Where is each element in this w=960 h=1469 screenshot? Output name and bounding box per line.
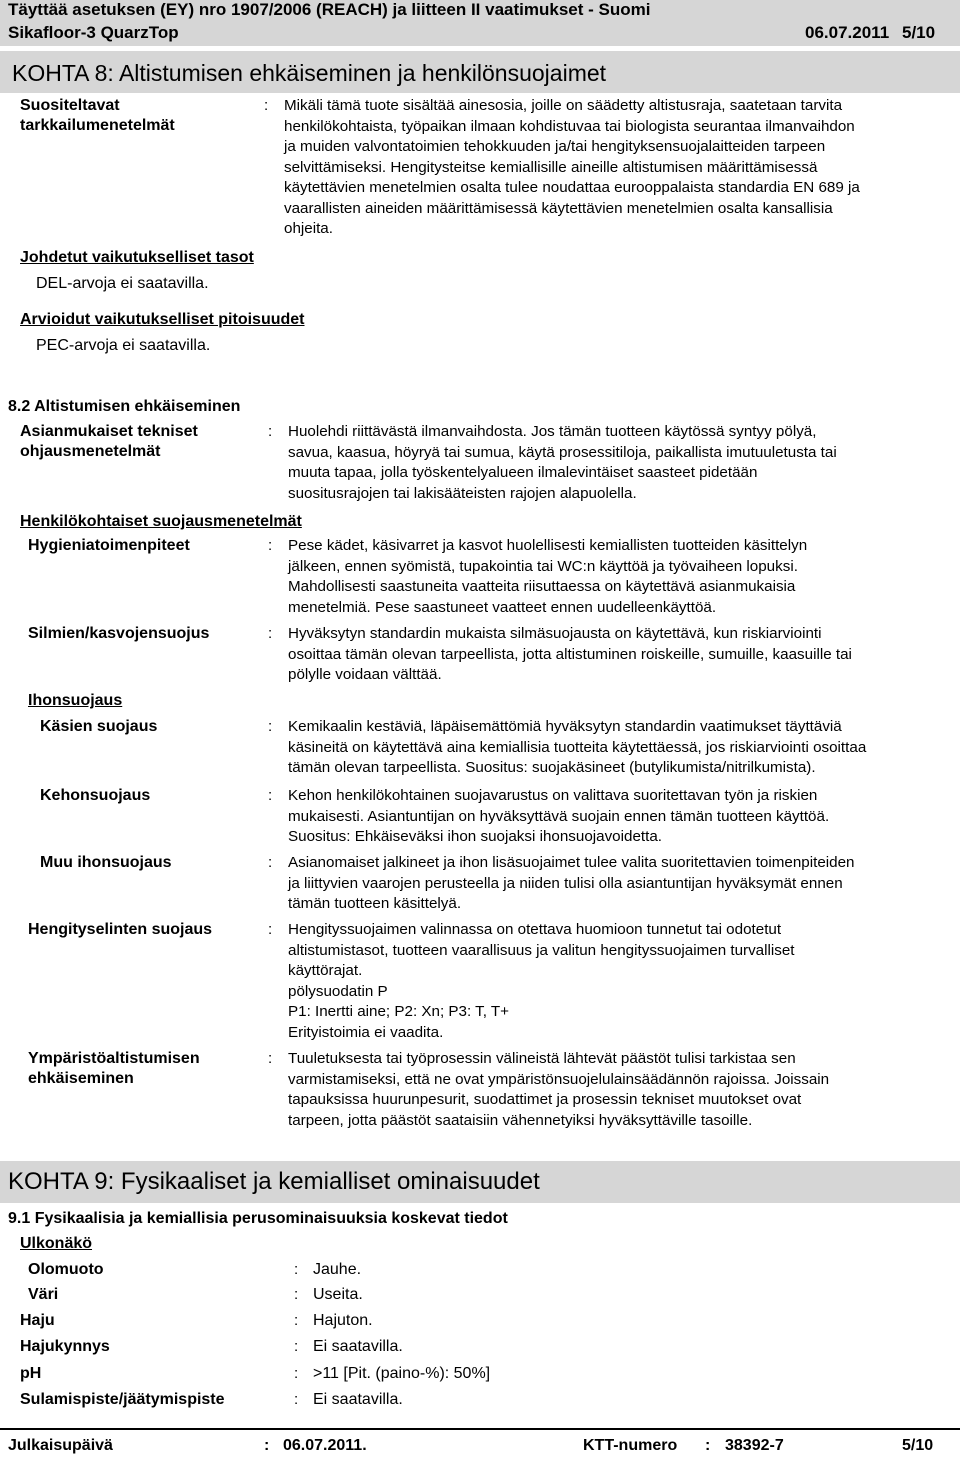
colon: : [294,1312,299,1329]
eye-protection-label: Silmien/kasvojensuojus [28,625,210,642]
pnec-value: PEC-arvoja ei saatavilla. [36,337,211,354]
body-protection-text [288,786,960,848]
text-line: savua, kaasua, höyryä tai sumua, käytä prosessitiloja, paikallista imutuuletusta tai [288,443,837,461]
colon: : [264,1437,270,1454]
property-value: >11 [Pit. (paino-%): 50%] [313,1365,491,1382]
colon: : [268,625,273,642]
text-line: pölysuodatin P [288,982,388,1000]
colon: : [268,787,273,804]
text-line: Hengityssuojaimen valinnassa on otettava huomioon tunnetut tai odotetut [288,921,782,938]
text-line: Hyväksytyn standardin mukaista silmäsuojausta on käytettävä, kun riskiarviointi [288,625,822,642]
property-value: Jauhe. [313,1261,362,1278]
colon: : [705,1437,711,1454]
colon: : [264,97,269,114]
colon: : [268,1050,273,1067]
colon: : [294,1365,299,1382]
text-line: Kemikaalin kestäviä, läpäisemättömiä hyväksytyn standardin vaatimukset täyttäviä [288,718,842,735]
section8-2-title: 8.2 Altistumisen ehkäiseminen [8,398,241,415]
personal-protection-title: Henkilökohtaiset suojausmenetelmät [20,513,302,530]
appearance-title: Ulkonäkö [20,1235,93,1252]
text-line: henkilökohtaista, työpaikan ilmaan kohdistuvaa tai biologista seurantaa ilmanvaihdon [284,117,855,135]
publication-date-label: Julkaisupäivä [8,1437,113,1454]
text-line: Mahdollisesti saastuneita vaatteita riisuttaessa on käytettävä asianmukaisia [288,578,796,595]
colon: : [268,423,273,440]
property-label: pH [20,1365,42,1382]
text-line: Mikäli tämä tuote sisältää ainesosia, joille on säädetty altistusraja, saatetaan tarvita [284,97,843,114]
text-line: pölylle voidaan välttää. [288,666,442,683]
colon: : [294,1391,299,1408]
regulation-title: Täyttää asetuksen (EY) nro 1907/2006 (REACH) ja liitteen II vaatimukset - Suomi [8,0,651,19]
text-line: tämän olevan tarpeellista. Suositus: suojakäsineet (butylikumista/nitrilkumista). [288,759,816,776]
section8-title-bar [0,51,960,93]
text-line: jälkeen, ennen syömistä, tupakointia tai WC:n käyttöä ja työvaiheen lopuksi. [288,557,798,575]
text-line: suositusrajojen tai lakisääteisten rajojen alapuolella. [288,484,637,502]
text-line: Tuuletuksesta tai työprosessin välineistä lähtevät päästöt tulisi tarkistaa sen [288,1050,796,1067]
text-line: Huolehdi riittävästä ilmanvaihdosta. Jos tämän tuotteen käytössä syntyy pölyä, [288,423,817,440]
env-exposure-label-2: ehkäiseminen [28,1070,134,1087]
other-skin-protection-text [288,853,960,915]
colon: : [268,537,273,554]
text-line: altistumistasot, tuotteen vaarallisuus ja valitun hengityssuojaimen turvalliset [288,941,795,959]
colon: : [294,1286,299,1303]
text-line: Erityistoimia ei vaadita. [288,1023,444,1041]
text-line: muuta tapaa, jolla työskentelyalueen ilmalevintäiset saasteet pidetään [288,464,758,481]
eye-protection-text [288,624,960,686]
engineering-text [288,422,960,504]
publication-date-value: 06.07.2011. [283,1437,367,1454]
text-line: menetelmiä. Pese saastuneet vaatteet ennen uudelleenkäyttöä. [288,598,717,616]
dnel-value: DEL-arvoja ei saatavilla. [36,275,209,292]
respiratory-protection-text [288,920,960,1043]
env-exposure-text [288,1049,960,1131]
property-value: Hajuton. [313,1312,373,1329]
property-value: Ei saatavilla. [313,1391,403,1408]
property-label: Hajukynnys [20,1338,110,1355]
text-line: ja liittyvien vaarojen perusteella ja niiden tulisi olla asiantuntijan hyväksymät ennen [288,874,843,892]
text-line: osoittaa tämän olevan tarpeellista, jotta altistuminen roiskeille, sumuille, kaasuille tai [288,645,852,663]
footer-divider [0,1428,960,1430]
property-label: Sulamispiste/jäätymispiste [20,1391,225,1408]
body-protection-label: Kehonsuojaus [40,787,151,804]
property-label: Väri [28,1286,59,1303]
monitoring-label-1: Suositeltavat [20,97,120,114]
ktt-number-label: KTT-numero [583,1437,678,1454]
text-line: käsineitä on käytettävä aina kemiallisia tuotteita käytettäessä, jos riskiarviointi osoittaa [288,738,867,756]
footer-page: 5/10 [902,1437,934,1454]
text-line: tämän tuotteen käsittelyä. [288,895,462,912]
text-line: käyttörajat. [288,962,363,979]
engineering-label-1: Asianmukaiset tekniset [20,423,198,440]
hygiene-label: Hygieniatoimenpiteet [28,537,190,554]
env-exposure-label-1: Ympäristöaltistumisen [28,1050,200,1067]
text-line: varmistamiseksi, että ne ovat ympäristönsuojelulainsäädännön rajoissa. Joissain [288,1070,830,1088]
ktt-number-value: 38392-7 [725,1437,784,1454]
text-line: Kehon henkilökohtainen suojavarustus on valittava suoritettavan työn ja riskien [288,787,818,804]
section9-1-title: 9.1 Fysikaalisia ja kemiallisia perusominaisuuksia koskevat tiedot [8,1210,508,1227]
text-line: Suositus: Ehkäiseväksi ihon suojaksi ihonsuojavoidetta. [288,828,662,845]
header-date: 06.07.2011 [805,23,890,42]
text-line: ja muiden valvontatoimien tehokkuuden ja/tai hengityksensuojalaitteiden tarpeen [284,138,826,155]
property-value: Useita. [313,1286,363,1303]
engineering-label-2: ohjausmenetelmät [20,443,161,460]
section8-title: KOHTA 8: Altistumisen ehkäiseminen ja henkilönsuojaimet [12,60,607,86]
text-line: Pese kädet, käsivarret ja kasvot huolellisesti kemiallisten tuotteiden käsittelyn [288,537,808,554]
text-line: tarpeen, jotta päästöt saataisiin vähennetyiksi hyväksyttäville tasoille. [288,1111,753,1129]
property-value: Ei saatavilla. [313,1338,403,1355]
respiratory-protection-label: Hengityselinten suojaus [28,921,213,938]
hand-protection-label: Käsien suojaus [40,718,158,735]
colon: : [268,854,273,871]
pnec-label: Arvioidut vaikutukselliset pitoisuudet [20,311,305,328]
text-line: P1: Inertti aine; P2: Xn; P3: T, T+ [288,1003,510,1020]
colon: : [294,1261,299,1278]
text-line: tapauksissa huurunpesurit, suodattimet ja prosessin tekniset muutokset ovat [288,1091,802,1108]
product-name: Sikafloor-3 QuarzTop [8,23,179,42]
text-line: vaarallisten aineiden määrittämisessä käytettävien menetelmien osalta kansallisia [284,199,833,217]
colon: : [268,718,273,735]
section9-title-bar [0,1161,960,1203]
header-page: 5/10 [902,23,936,42]
property-label: Haju [20,1312,55,1329]
text-line: Asianomaiset jalkineet ja ihon lisäsuojaimet tulee valita suoritettavien toimenpiteiden [288,854,855,871]
skin-protection-title: Ihonsuojaus [28,692,123,709]
hygiene-text [288,536,960,618]
property-label: Olomuoto [28,1261,104,1278]
monitoring-label-2: tarkkailumenetelmät [20,117,175,134]
hand-protection-text [288,717,960,779]
text-line: käytettävien menetelmien osalta tulee noudattaa eurooppalaista standardia EN 689 ja [284,179,860,196]
text-line: ohjeita. [284,220,333,237]
monitoring-text [284,96,960,240]
dnel-label: Johdetut vaikutukselliset tasot [20,249,254,266]
section9-title: KOHTA 9: Fysikaaliset ja kemialliset ominaisuudet [8,1168,540,1195]
colon: : [268,921,273,938]
text-line: selvittämiseksi. Hengitysteitse kemiallisille aineille altistumisen määrittämisessä [284,158,818,176]
colon: : [294,1338,299,1355]
text-line: mukaisesti. Asiantuntijan on hyväksyttävä suojain ennen tämän tuotteen käyttöä. [288,807,830,825]
other-skin-protection-label: Muu ihonsuojaus [40,854,172,871]
